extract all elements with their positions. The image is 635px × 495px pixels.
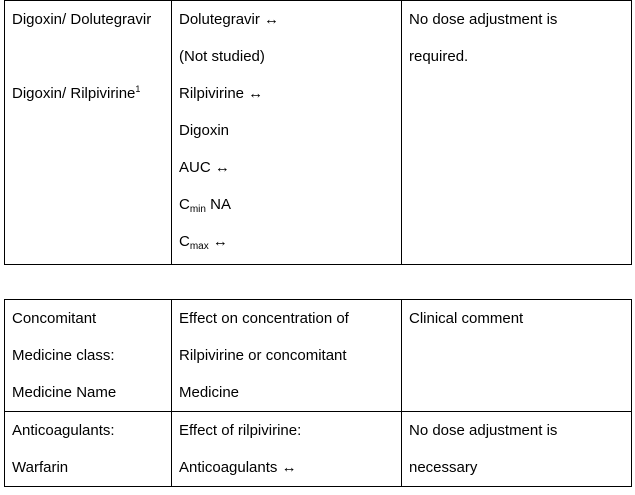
effect-line: (Not studied) bbox=[179, 48, 265, 65]
medicine-class-cell: Anticoagulants: Warfarin bbox=[5, 412, 172, 487]
effect-line-cmax: $C_{max}$ ↔ bbox=[179, 233, 228, 252]
interaction-table-anticoagulants bbox=[4, 299, 632, 487]
effect-cell bbox=[172, 1, 402, 265]
effect-cell: Effect of rilpivirine: Anticoagulants ↔ bbox=[172, 412, 402, 487]
table-row bbox=[5, 1, 632, 265]
effect-line-cmin: $C_{min}$ NA bbox=[179, 196, 231, 215]
table-header-row bbox=[5, 300, 632, 412]
effect-line: Rilpivirine ↔ bbox=[179, 85, 264, 102]
header-effect: Effect on concentration of Rilpivirine or concomitant Medicine bbox=[172, 300, 402, 412]
interaction-table-digoxin bbox=[4, 0, 632, 265]
comment-line: required. bbox=[409, 48, 469, 65]
header-medicine-class: Concomitant Medicine class: Medicine Name bbox=[5, 300, 172, 412]
table-row bbox=[5, 412, 632, 487]
comment-line: No dose adjustment is bbox=[409, 11, 558, 28]
header-clinical-comment: Clinical comment bbox=[402, 300, 632, 412]
medicine-pair-rilpivirine: Digoxin/ Rilpivirine$^1$ bbox=[12, 84, 141, 102]
clinical-comment-cell bbox=[402, 1, 632, 265]
medicine-pair-dolutegravir: Digoxin/ Dolutegravir bbox=[12, 11, 152, 28]
effect-line: Dolutegravir ↔ bbox=[179, 11, 280, 28]
footnote-ref: 1 bbox=[135, 84, 141, 94]
effect-line: Digoxin bbox=[179, 122, 230, 139]
medicine-pair-cell bbox=[5, 1, 172, 265]
clinical-comment-cell: No dose adjustment is necessary bbox=[402, 412, 632, 487]
effect-line: AUC ↔ bbox=[179, 159, 230, 176]
